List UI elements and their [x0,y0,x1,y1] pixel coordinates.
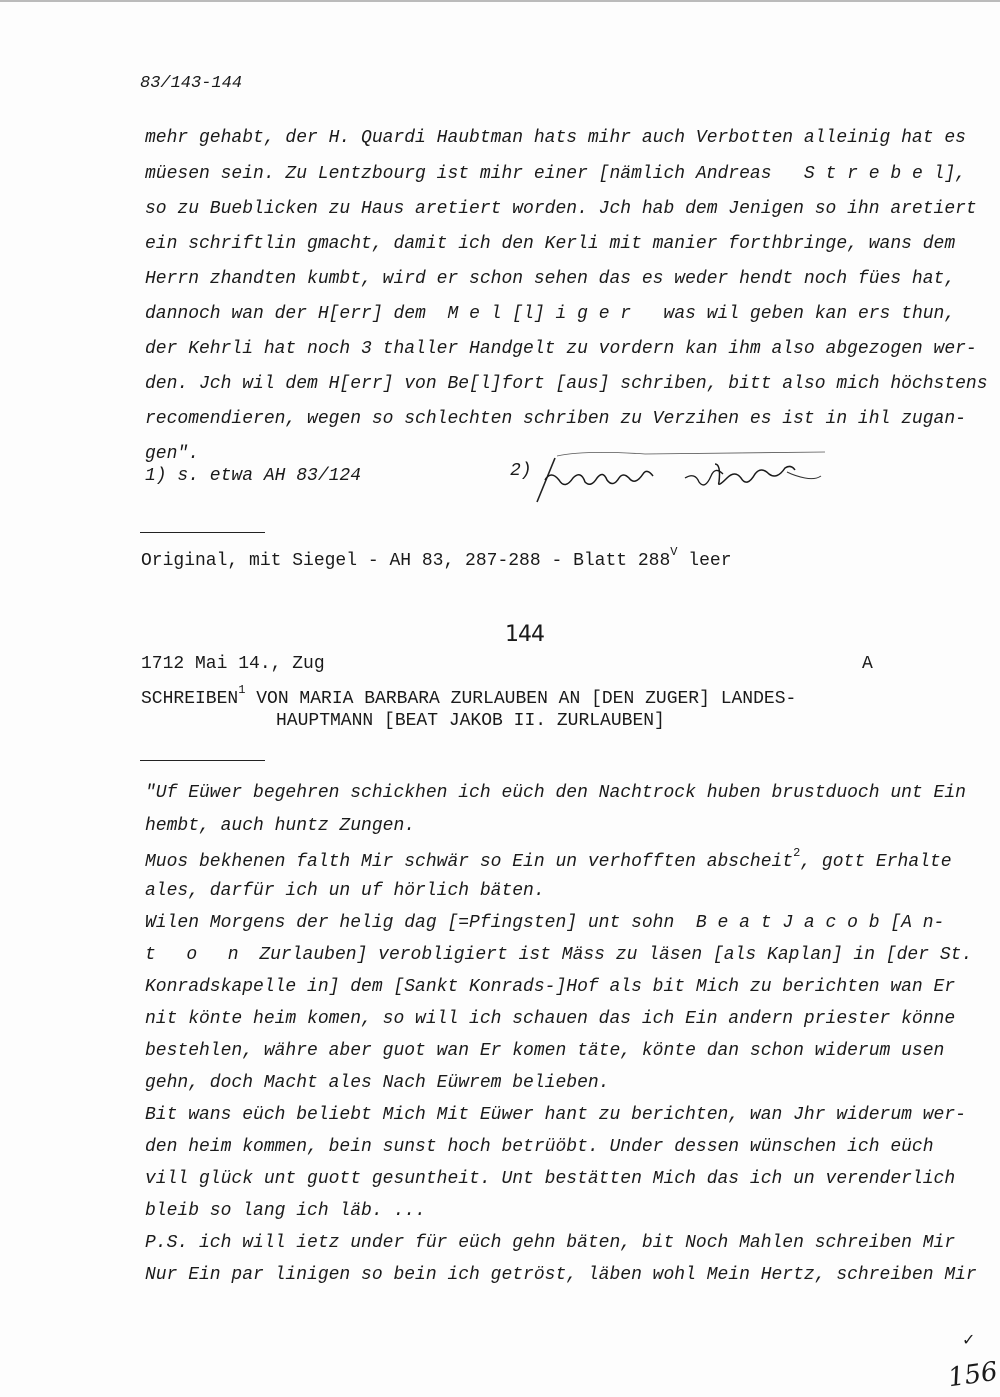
page-top-edge [0,0,1000,2]
letter-line-7: Konradskapelle in] dem [Sankt Konrads-]Hof als bit Mich zu berichten wan Er [145,977,956,997]
letter-line-12: den heim kommen, bein sunst hoch betrüöbt. Under dessen wünschen ich eüch [145,1137,934,1157]
letter-line-11: Bit wans eüch beliebt Mich Mit Eüwer hant zu berichten, wan Jhr widerum wer- [145,1105,966,1125]
separator-rule-1 [140,532,265,533]
spaced-name-melliger: M e l [l] i g e r [447,304,632,324]
letter-line-5: Wilen Morgens der helig dag [=Pfingsten] unt sohn B e a t J a c o b [A n- [145,913,945,933]
prev-letter-line-10: gen". [145,444,200,464]
letter-line-13: vill glück unt guott gesuntheit. Unt bestätten Mich das ich un verenderlich [145,1169,956,1189]
letter-line-9: bestehlen, währe aber guot wan Er komen täte, könte dan schon widerum usen [145,1041,945,1061]
prev-letter-line-2: müesen sein. Zu Lentzbourg ist mihr einer [nämlich Andreas S t r e b e l], [145,164,966,184]
prev-letter-line-3: so zu Bueblicken zu Haus aretiert worden. Jch hab dem Jenigen so ihn aretiert [145,199,977,219]
letter-line-4: ales, darfür ich un uf hörlich bäten. [145,881,545,901]
document-number: 144 [505,622,544,647]
prev-letter-line-7: der Kehrli hat noch 3 thaller Handgelt zu vordern kan ihm also abgezogen wer- [145,339,977,359]
document-date-place: 1712 Mai 14., Zug [141,654,325,674]
prev-letter-line-1: mehr gehabt, der H. Quardi Haubtman hats mihr auch Verbotten alleinig hat es [145,128,966,148]
prev-letter-line-6: dannoch wan der H[err] dem M e l [l] i g e r was wil geben kan ers thun, [145,304,956,324]
spaced-name-beat-jacob: B e a t J a c o b [A n- [695,913,945,933]
letter-line-1: "Uf Eüwer begehren schickhen ich eüch den Nachtrock huben brustduoch unt Ein [145,783,966,803]
letter-line-10: gehn, doch Macht ales Nach Eüwrem belieben. [145,1073,610,1093]
footnote-1: 1) s. etwa AH 83/124 [145,466,362,486]
letter-line-16: Nur Ein par linigen so bein ich getröst, läben wohl Mein Hertz, schreiben Mir [145,1265,977,1285]
letter-line-6: t o n Zurlauben] verobligiert ist Mäss zu läsen [als Kaplan] in [der St. [145,945,973,965]
prev-letter-line-8: den. Jch wil dem H[err] von Be[l]fort [aus] schriben, bitt also mich höchstens [145,374,988,394]
archive-reference: 83/143-144 [140,74,243,93]
prev-letter-line-5: Herrn zhandten kumbt, wird er schon sehen das es weder hendt noch fües hat, [145,269,956,289]
letter-line-8: nit könte heim komen, so will ich schauen das ich Ein andern priester könne [145,1009,956,1029]
source-note: Original, mit Siegel - AH 83, 287-288 - Blatt $288^V$ leer [141,545,732,571]
footnote-2-mark: 2) [510,461,532,481]
document-category: A [862,654,873,674]
document-title-line-1: SCHREIBEN$^1$ VON MARIA BARBARA ZURLAUBEN AN [DEN ZUGER] LANDES- [141,683,797,709]
handwritten-signature [525,450,845,510]
prev-letter-line-4: ein schriftlin gmacht, damit ich den Kerli mit manier forthbringe, wans dem [145,234,956,254]
spaced-name-anton: t o n [145,945,249,965]
letter-line-14: bleib so lang ich läb. ... [145,1201,426,1221]
letter-line-15: P.S. ich will ietz under für eüch gehn bäten, bit Noch Mahlen schreiben Mir [145,1233,956,1253]
letter-line-3: Muos bekhenen falth Mir schwär so Ein un verhofften abscheit$^2$, gott Erhalte [145,846,952,872]
separator-rule-2 [140,760,265,761]
letter-line-2: hembt, auch huntz Zungen. [145,816,416,836]
document-title-line-2: HAUPTMANN [BEAT JAKOB II. ZURLAUBEN] [276,711,665,731]
checkmark-icon: ✓ [962,1332,976,1349]
handwritten-folio-number: 156 [946,1356,1000,1394]
spaced-name-strebel: S t r e b e l], [803,164,966,184]
prev-letter-line-9: recomendieren, wegen so schlechten schriben zu Verzihen es ist in ihl zugan- [145,409,966,429]
